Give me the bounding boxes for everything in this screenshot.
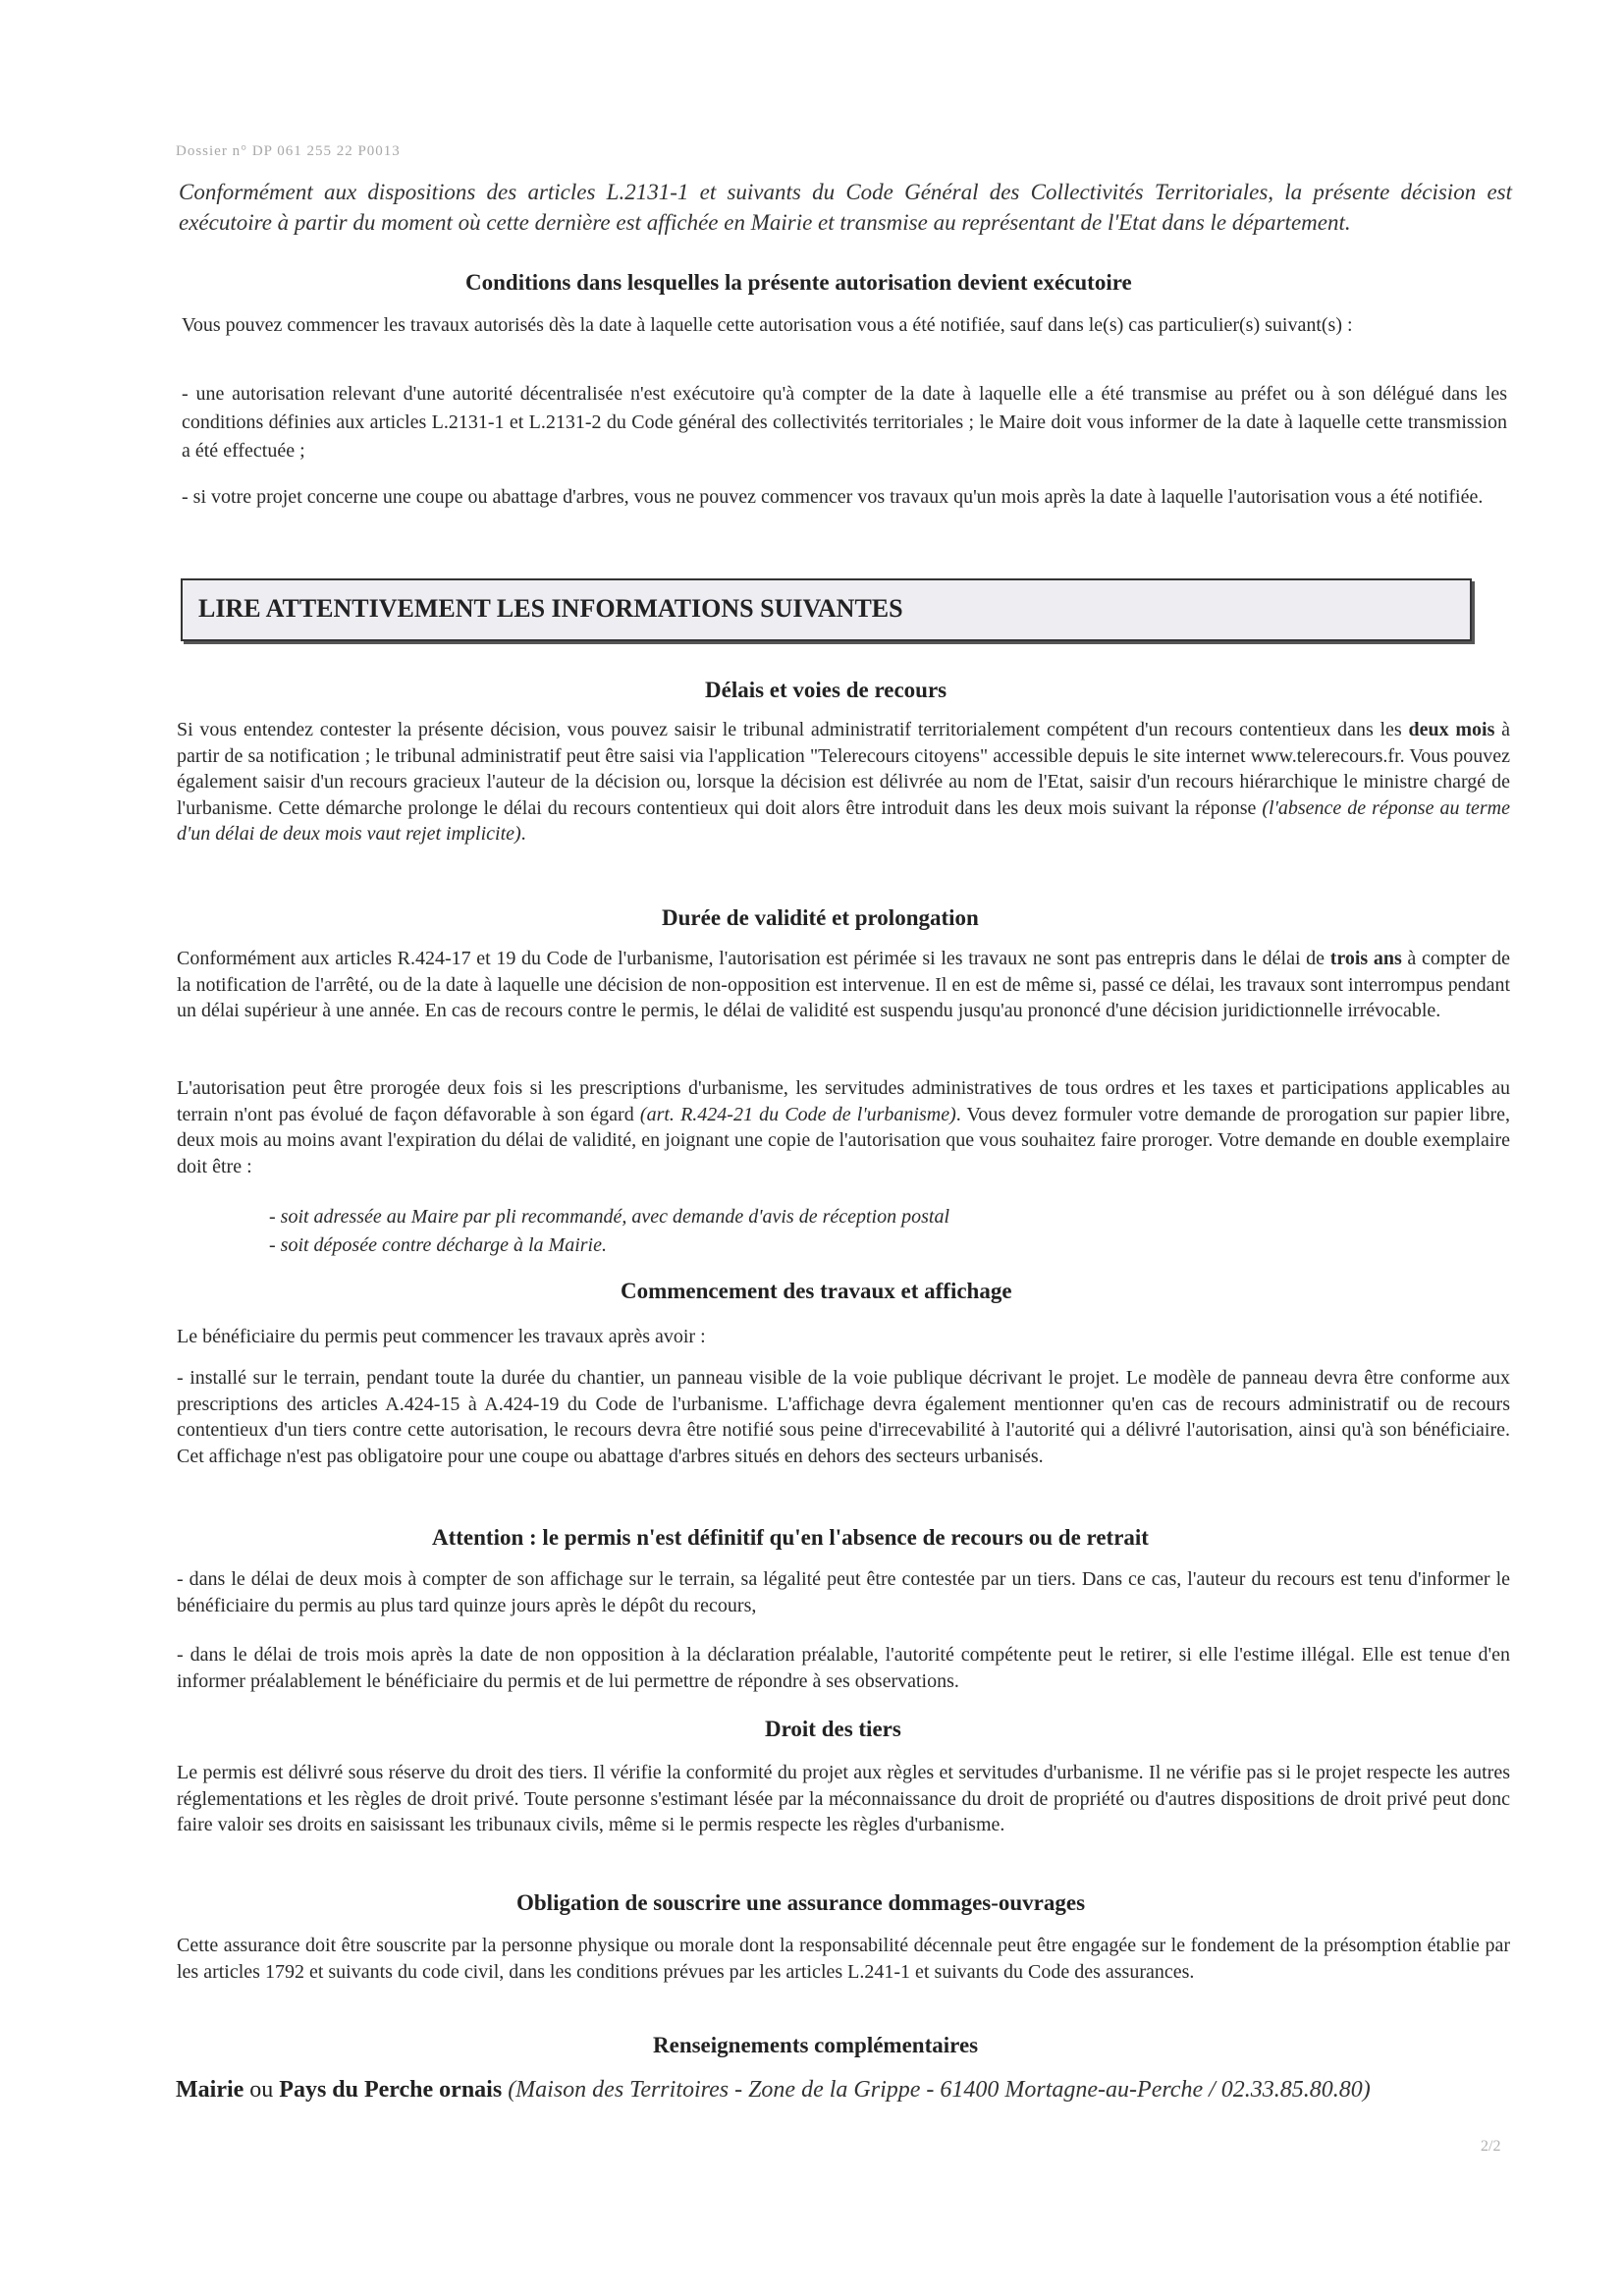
list-item: - soit déposée contre décharge à la Mairie. (269, 1234, 607, 1256)
executoire-heading: Conditions dans lesquelles la présente autorisation devient exécutoire (465, 270, 1132, 295)
prorogation-text-1: L'autorisation peut être prorogée deux fois si les prescriptions d'urbanisme, les servitudes administratives de tous ordres et les taxes et participations applicables au terrain n'ont pas évolué de façon défavorable à son égard (177, 1077, 1510, 1125)
list-item: - soit adressée au Maire par pli recommandé, avec demande d'avis de réception postal (269, 1206, 950, 1228)
recours-text-1: Si vous entendez contester la présente décision, vous pouvez saisir le tribunal administratif territorialement compétent d'un recours contentieux dans les (177, 719, 1409, 740)
validite-paragraph-2 (177, 1075, 1510, 1179)
prorogation-article-ref: (art. R.424-21 du Code de l'urbanisme) (639, 1103, 956, 1125)
executoire-paragraph-1: Vous pouvez commencer les travaux autorisés dès la date à laquelle cette autorisation vous a été notifiée, sauf dans le(s) cas particulier(s) suivant(s) : (182, 314, 1353, 336)
validite-heading: Durée de validité et prolongation (662, 905, 979, 930)
recours-paragraph (177, 717, 1510, 847)
contact-pays-perche: Pays du Perche ornais (279, 2077, 503, 2103)
executoire-paragraph-2: - une autorisation relevant d'une autorité décentralisée n'est exécutoire qu'à compter de la date à laquelle elle a été transmise au préfet ou à son délégué dans les conditions définies aux articles L.2131-1 et L.2131-2 du Code général des collectivités territoriales ; le Maire doit vous informer de la date à laquelle cette transmission a été effectuée ; (182, 383, 1507, 462)
contact-address: (Maison des Territoires - Zone de la Grippe - 61400 Mortagne-au-Perche / 02.33.85.80.80) (502, 2077, 1371, 2103)
recours-implicit-rejection: (l'absence de réponse au terme d'un délai de deux mois vaut rejet implicite) (177, 796, 1510, 845)
contact-or: ou (243, 2077, 280, 2103)
recours-deadline-bold: deux mois (1408, 719, 1495, 740)
affichage-heading: Commencement des travaux et affichage (621, 1279, 1012, 1303)
attention-heading: Attention : le permis n'est définitif qu'en l'absence de recours ou de retrait (432, 1525, 1149, 1550)
attention-paragraph-2: - dans le délai de trois mois après la date de non opposition à la déclaration préalable, l'autorité compétente peut le retirer, si elle l'estime illégal. Elle est tenue d'en informer préalablement le bénéficiaire du permis et de lui permettre de répondre à ses observations. (177, 1644, 1510, 1692)
validite-text-1: Conformément aux articles R.424-17 et 19 du Code de l'urbanisme, l'autorisation est périmée si les travaux ne sont pas entrepris dans le délai de (177, 948, 1330, 969)
contact-mairie: Mairie (176, 2077, 244, 2103)
page-number: 2/2 (1481, 2138, 1501, 2155)
dossier-reference: Dossier n° DP 061 255 22 P0013 (176, 143, 401, 159)
validite-text-2: à compter de la notification de l'arrêté, ou de la date à laquelle une décision de non-opposition est intervenue. Il en est de même si, passé ce délai, les travaux sont interrompus pendant un délai supérieur à une année. En cas de recours contre le permis, le délai de validité est suspendu jusqu'au prononcé d'une décision juridictionnelle irrévocable. (177, 948, 1511, 1021)
recours-text-3: . (520, 823, 526, 845)
validite-trois-ans-bold: trois ans (1329, 948, 1402, 969)
attention-paragraph-1: - dans le délai de deux mois à compter de son affichage sur le terrain, sa légalité peut être contestée par un tiers. Dans ce cas, l'auteur du recours est tenu d'informer le bénéficiaire du permis au plus tard quinze jours après le dépôt du recours, (177, 1568, 1510, 1616)
affichage-paragraph-2: - installé sur le terrain, pendant toute la durée du chantier, un panneau visible de la voie publique décrivant le projet. Le modèle de panneau devra être conforme aux prescriptions des articles A.424-15 à A.424-19 du Code de l'urbanisme. L'affichage devra également mentionner qu'en cas de recours administratif ou de recours contentieux d'un tiers contre cette autorisation, le recours devra être notifié sous peine d'irrecevabilité à l'autorité qui a délivré l'autorisation, ainsi qu'à son bénéficiaire. Cet affichage n'est pas obligatoire pour une coupe ou abattage d'arbres situés en dehors des secteurs urbanisés. (177, 1367, 1510, 1467)
assurance-paragraph: Cette assurance doit être souscrite par la personne physique ou morale dont la responsabilité décennale peut être engagée sur le fondement de la présomption établie par les articles 1792 et suivants du code civil, dans les conditions prévues par les articles L.241-1 et suivants du Code des assurances. (177, 1935, 1510, 1983)
warning-box (181, 578, 1472, 641)
renseignements-heading: Renseignements complémentaires (653, 2033, 979, 2057)
assurance-heading: Obligation de souscrire une assurance dommages-ouvrages (516, 1890, 1086, 1915)
validite-paragraph-1 (177, 946, 1510, 1024)
tiers-paragraph: Le permis est délivré sous réserve du droit des tiers. Il vérifie la conformité du projet aux règles et servitudes d'urbanisme. Il ne vérifie pas si le projet respecte les autres réglementations et les règles de droit privé. Toute personne s'estimant lésée par la méconnaissance du droit de propriété ou d'autres dispositions de droit privé peut donc faire valoir ses droits en saisissant les tribunaux civils, même si le permis respecte les règles d'urbanisme. (177, 1762, 1510, 1835)
warning-box-title: LIRE ATTENTIVEMENT LES INFORMATIONS SUIVANTES (198, 594, 903, 623)
affichage-paragraph-1: Le bénéficiaire du permis peut commencer les travaux après avoir : (177, 1326, 706, 1347)
recours-text-2: à partir de sa notification ; le tribunal administratif peut être saisi via l'application "Telerecours citoyens" accessible depuis le site internet www.telerecours.fr. Vous pouvez également saisir d'un recours gracieux l'auteur de la décision ou, lorsque la décision est délivrée au nom de l'Etat, saisir d'un recours hiérarchique le ministre chargé de l'urbanisme. Cette démarche prolonge le délai du recours contentieux qui doit alors être introduit dans les deux mois suivant la réponse (177, 719, 1510, 819)
prorogation-text-2: . Vous devez formuler votre demande de prorogation sur papier libre, deux mois au moins avant l'expiration du délai de validité, en joignant une copie de l'autorisation que vous souhaitez faire proroger. Votre demande en double exemplaire doit être : (177, 1103, 1510, 1177)
intro-paragraph: Conformément aux dispositions des articles L.2131-1 et suivants du Code Général des Collectivités Territoriales, la présente décision est exécutoire à partir du moment où cette dernière est affichée en Mairie et transmise au représentant de l'Etat dans le département. (179, 180, 1512, 235)
recours-heading: Délais et voies de recours (705, 678, 947, 702)
contact-line (176, 2077, 1531, 2104)
executoire-paragraph-3: - si votre projet concerne une coupe ou abattage d'arbres, vous ne pouvez commencer vos travaux qu'un mois après la date à laquelle l'autorisation vous a été notifiée. (182, 486, 1484, 508)
tiers-heading: Droit des tiers (765, 1717, 901, 1741)
prorogation-options-list (269, 1203, 949, 1260)
